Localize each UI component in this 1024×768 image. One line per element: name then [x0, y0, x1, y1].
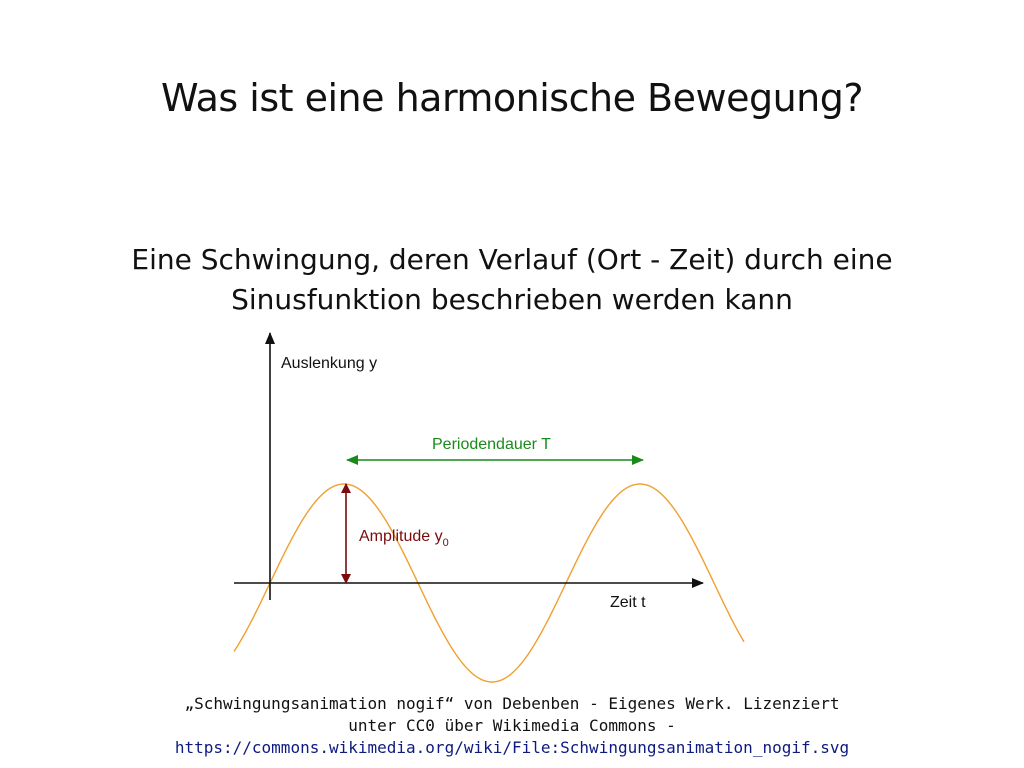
amplitude-label: Amplitude y [359, 528, 443, 545]
amplitude-label-group [359, 528, 449, 549]
image-credit [112, 693, 912, 759]
credit-link[interactable]: https://commons.wikimedia.org/wiki/File:Schwingungsanimation_nogif.svg [174, 738, 850, 757]
period-label: Periodendauer T [432, 436, 551, 453]
subtitle-line-2: Sinusfunktion beschrieben werden kann [231, 283, 793, 316]
slide-title: Was ist eine harmonische Bewegung? [160, 76, 864, 120]
x-axis-label: Zeit t [610, 594, 646, 611]
credit-line-1: „Schwingungsanimation nogif“ von Debenben - Eigenes Werk. Lizenziert [184, 694, 840, 713]
credit-line-2: unter CC0 über Wikimedia Commons - [348, 716, 676, 735]
y-axis-label: Auslenkung y [281, 355, 378, 372]
subtitle-line-1: Eine Schwingung, deren Verlauf (Ort - Zeit) durch eine [131, 243, 893, 276]
amplitude-subscript: 0 [442, 537, 449, 549]
